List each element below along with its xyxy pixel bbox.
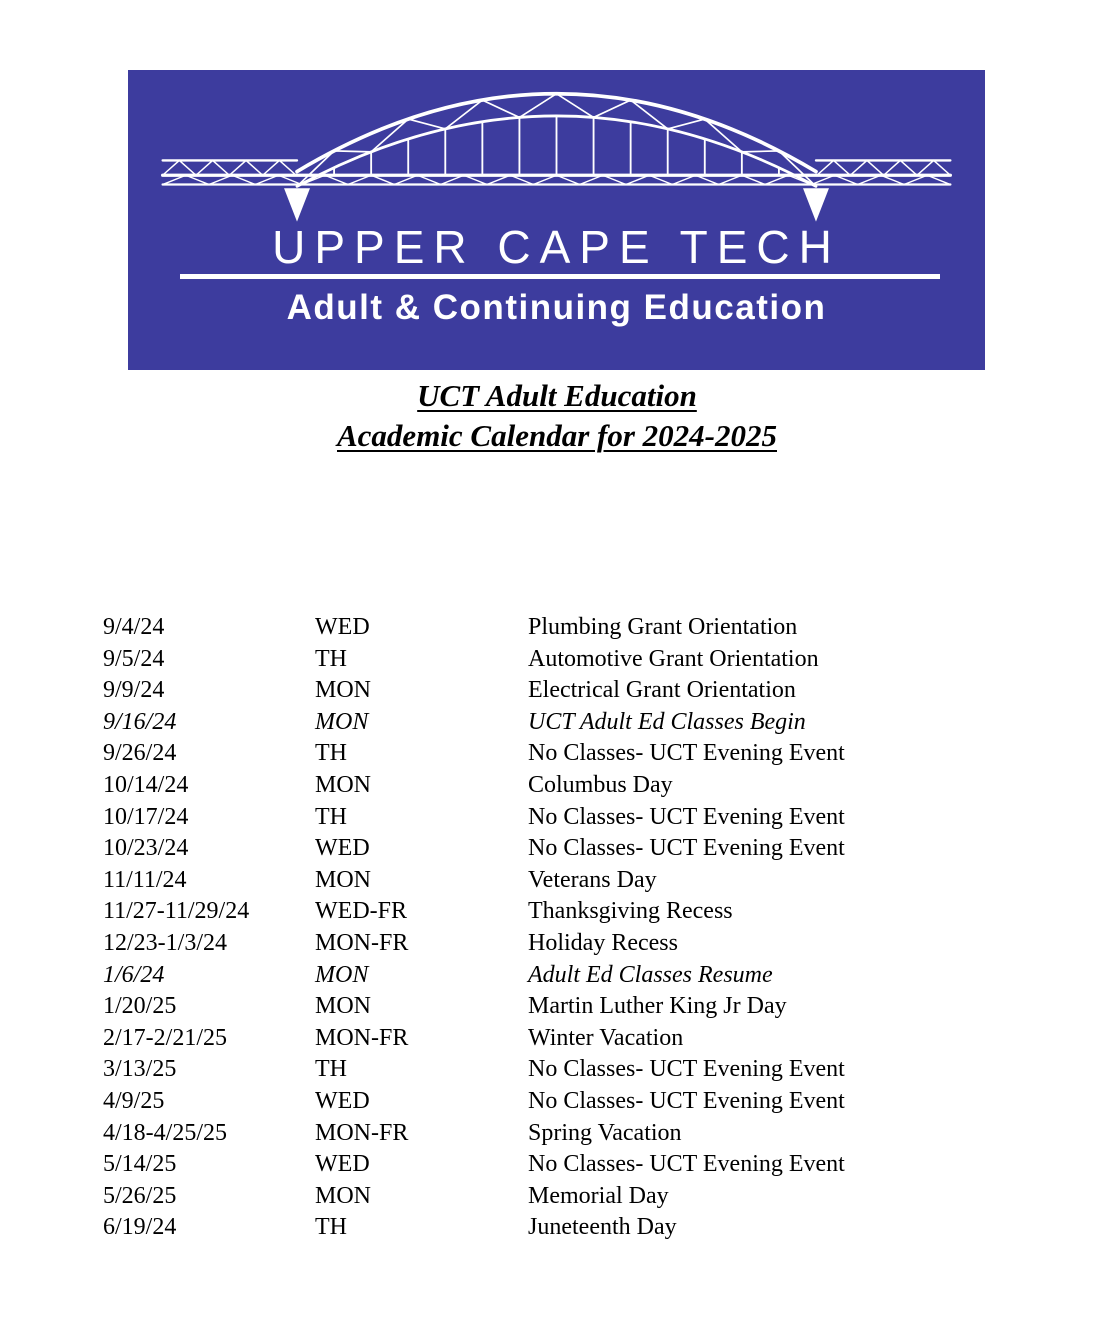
event-date: 9/9/24 — [103, 677, 165, 704]
event-date: 5/26/25 — [103, 1182, 177, 1209]
event-date: 4/9/25 — [103, 1087, 165, 1114]
event-day: MON-FR — [315, 929, 409, 956]
calendar-row — [103, 1023, 1023, 1055]
event-title: No Classes- UCT Evening Event — [528, 835, 845, 862]
event-day: MON — [315, 866, 372, 893]
calendar-row — [103, 644, 1023, 676]
calendar-row — [103, 1181, 1023, 1213]
calendar-row — [103, 1086, 1023, 1118]
event-date: 6/19/24 — [103, 1214, 177, 1241]
event-day: MON — [315, 771, 372, 798]
banner-divider — [180, 274, 940, 279]
event-date: 3/13/25 — [103, 1056, 177, 1083]
event-date: 9/5/24 — [103, 645, 165, 672]
event-date: 2/17-2/21/25 — [103, 1024, 227, 1051]
event-title: Electrical Grant Orientation — [528, 677, 796, 704]
event-title: No Classes- UCT Evening Event — [528, 740, 845, 767]
event-title: Plumbing Grant Orientation — [528, 614, 798, 640]
event-date: 12/23-1/3/24 — [103, 929, 227, 956]
event-title: Thanksgiving Recess — [528, 898, 733, 925]
event-title: Veterans Day — [528, 866, 657, 893]
document-title — [0, 376, 1114, 456]
calendar-row — [103, 960, 1023, 992]
title-line-2: Academic Calendar for 2024-2025 — [337, 418, 777, 453]
calendar-row — [103, 707, 1023, 739]
bridge-logo-icon — [158, 78, 955, 228]
event-day: TH — [315, 803, 347, 830]
calendar-row — [103, 896, 1023, 928]
event-date: 9/16/24 — [103, 708, 177, 735]
calendar-row — [103, 1212, 1023, 1244]
calendar-row — [103, 802, 1023, 834]
event-title: Holiday Recess — [528, 929, 678, 956]
event-day: TH — [315, 1214, 347, 1241]
event-title: No Classes- UCT Evening Event — [528, 1056, 845, 1083]
event-title: Martin Luther King Jr Day — [528, 993, 787, 1020]
event-title: No Classes- UCT Evening Event — [528, 1087, 845, 1114]
calendar-list — [103, 612, 1023, 1244]
calendar-row — [103, 612, 1023, 644]
event-date: 1/6/24 — [103, 961, 165, 988]
event-title: Juneteenth Day — [528, 1214, 677, 1241]
event-day: TH — [315, 740, 347, 767]
event-title: No Classes- UCT Evening Event — [528, 803, 845, 830]
event-date: 1/20/25 — [103, 993, 177, 1020]
event-date: 4/18-4/25/25 — [103, 1119, 227, 1146]
event-day: WED — [315, 835, 370, 862]
event-date: 9/26/24 — [103, 740, 177, 767]
event-title: Spring Vacation — [528, 1119, 682, 1146]
calendar-row — [103, 833, 1023, 865]
event-day: MON-FR — [315, 1024, 409, 1051]
event-day: WED — [315, 1151, 370, 1178]
calendar-row — [103, 738, 1023, 770]
event-date: 5/14/25 — [103, 1151, 177, 1178]
calendar-row — [103, 928, 1023, 960]
division-name: Adult & Continuing Education — [286, 288, 827, 327]
calendar-row — [103, 865, 1023, 897]
event-date: 10/17/24 — [103, 803, 189, 830]
event-day: MON — [315, 677, 372, 704]
event-title: Automotive Grant Orientation — [528, 645, 819, 672]
event-day: MON — [315, 993, 372, 1020]
event-title: Memorial Day — [528, 1182, 669, 1209]
org-name: UPPER CAPE TECH — [272, 221, 841, 273]
event-date: 11/11/24 — [103, 866, 187, 893]
event-date: 9/4/24 — [103, 614, 165, 640]
title-line-1: UCT Adult Education — [417, 378, 697, 413]
event-day: MON-FR — [315, 1119, 409, 1146]
event-title: Winter Vacation — [528, 1024, 684, 1051]
event-date: 10/23/24 — [103, 835, 189, 862]
banner — [128, 70, 985, 370]
calendar-row — [103, 675, 1023, 707]
event-title: Adult Ed Classes Resume — [528, 961, 773, 988]
event-date: 10/14/24 — [103, 771, 189, 798]
event-day: MON — [315, 1182, 372, 1209]
event-day: WED-FR — [315, 898, 407, 925]
event-day: MON — [315, 708, 369, 735]
calendar-row — [103, 991, 1023, 1023]
event-day: TH — [315, 645, 347, 672]
calendar-row — [103, 1149, 1023, 1181]
event-title: Columbus Day — [528, 771, 673, 798]
calendar-row — [103, 1118, 1023, 1150]
event-day: WED — [315, 614, 370, 640]
event-day: WED — [315, 1087, 370, 1114]
event-title: No Classes- UCT Evening Event — [528, 1151, 845, 1178]
event-title: UCT Adult Ed Classes Begin — [528, 708, 806, 735]
calendar-row — [103, 770, 1023, 802]
calendar-row — [103, 1054, 1023, 1086]
event-day: MON — [315, 961, 369, 988]
event-date: 11/27-11/29/24 — [103, 898, 250, 925]
event-day: TH — [315, 1056, 347, 1083]
